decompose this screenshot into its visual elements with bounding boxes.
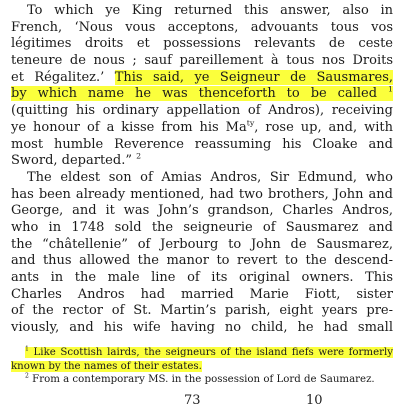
- text-line: who in 1748 sold the seigneurie of Sausmarez and: [11, 219, 393, 235]
- highlighted-text: by which name he was thenceforth to be called $^1$: [11, 85, 393, 102]
- text-line: [11, 86, 393, 103]
- text-line: The eldest son of Amias Andros, Sir Edmund, who: [27, 169, 393, 185]
- text-line: To which ye King returned this answer, also in: [27, 3, 393, 18]
- text-line: légitimes droits et possessions relevants de ceste: [11, 36, 393, 52]
- text-line: George, and it was John’s grandson, Charles Andros,: [11, 203, 393, 219]
- text-line: the “châtellenie” of Jerbourg to John de Sausmarez,: [11, 236, 393, 252]
- text-line: teneure de nous ; sauf pareillement à tous nos Droits: [11, 53, 393, 69]
- text-line: French, ‘Nous vous acceptons, advouants tous vos: [11, 19, 393, 35]
- highlighted-text: This said, ye Seigneur de Sausmares,: [114, 69, 394, 85]
- text-line: ants in the male line of its original owners. This: [11, 270, 393, 285]
- text-line: viously, and his wife having no child, he had small: [11, 320, 393, 336]
- text-line: Sword, departed.” $^2$: [11, 151, 142, 169]
- footnote-line: [11, 346, 393, 360]
- main-text: [11, 3, 393, 337]
- highlighted-footnote: $^1$ Like Scottish lairds, the seigneurs of the island fiefs were formerly: [25, 345, 393, 358]
- text-line: and thus allowed the manor to revert to the descend-: [11, 253, 393, 269]
- footnote-marker: 1: [25, 345, 29, 353]
- abbrev-superscript: ty: [246, 118, 255, 128]
- footnote-line: [11, 360, 393, 374]
- signature-mark: 10: [306, 393, 323, 408]
- text-line: Charles Andros had married Marie Fiott, sister: [11, 286, 393, 302]
- footnote-ref: 2: [136, 151, 142, 161]
- footnote-ref: 1: [388, 85, 393, 95]
- text-line: ye honour of a kisse from his $Ma^{ty}$, rose up, and, with: [11, 118, 393, 135]
- footnote-line: $^2$ From a contemporary MS. in the possession of Lord de Saumarez.: [25, 372, 375, 385]
- footnote-marker: 2: [25, 372, 29, 380]
- text-line: (quitting his ordinary appellation of Andros), receiving: [11, 103, 393, 119]
- text-line: has been already mentioned, had two brothers, John and: [11, 186, 393, 202]
- page-number: 73: [184, 393, 201, 408]
- text-line: most humble Reverence reassuming his Cloake and: [11, 136, 393, 152]
- highlighted-footnote: known by the names of their estates.: [11, 360, 202, 372]
- footnotes: [11, 346, 393, 387]
- text-line: of the rector of St. Martin’s parish, eight years pre-: [11, 303, 393, 319]
- text-line: et Régalitez.’ This said, ye Seigneur de Sausmares,: [11, 69, 394, 85]
